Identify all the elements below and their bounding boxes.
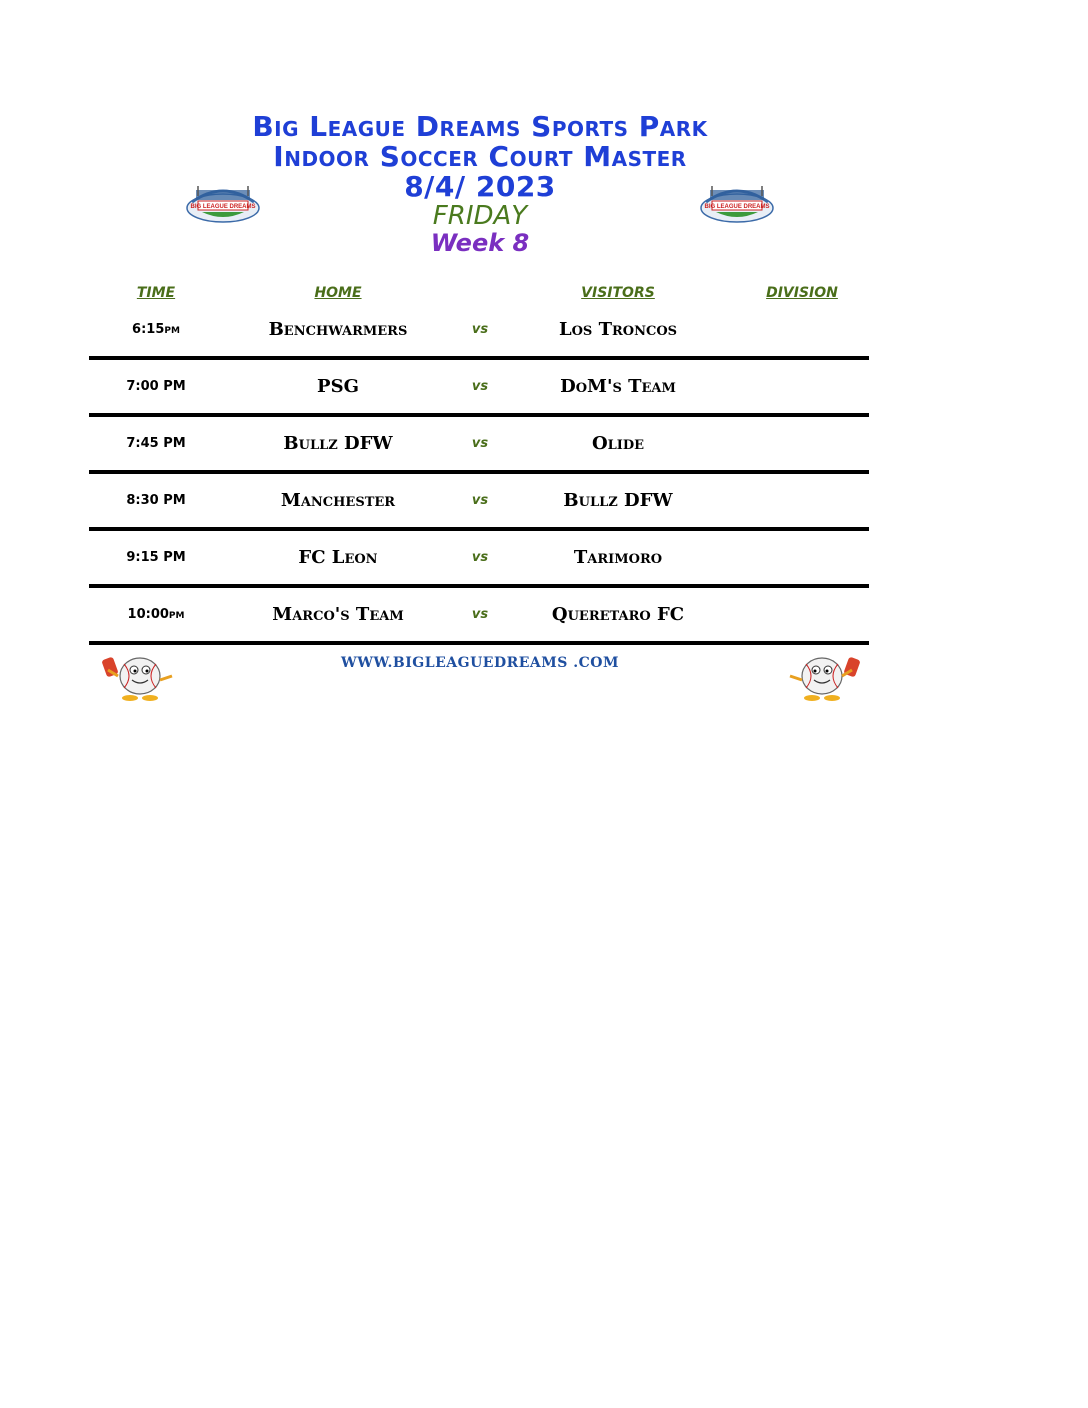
column-header-home: HOME bbox=[314, 285, 362, 301]
game-row bbox=[89, 303, 869, 360]
division bbox=[742, 417, 862, 470]
website-link[interactable]: WWW.BIGLEAGUEDREAMS .COM bbox=[341, 655, 619, 671]
visitor-team: DoM's Team bbox=[560, 376, 676, 397]
game-time: 8:30 PM bbox=[126, 493, 186, 508]
baseball-mascot-icon bbox=[780, 648, 868, 706]
home-team: Marco's Team bbox=[272, 604, 404, 625]
division bbox=[742, 360, 862, 413]
game-time: 10:00pm bbox=[127, 607, 185, 622]
visitor-team: Bullz DFW bbox=[563, 490, 673, 511]
visitor-team: Tarimoro bbox=[573, 547, 663, 568]
vs-label: vs bbox=[471, 322, 489, 337]
game-time: 6:15pm bbox=[132, 322, 180, 337]
home-team: Manchester bbox=[280, 490, 396, 511]
game-time: 7:00 PM bbox=[126, 379, 186, 394]
title-line-2: Indoor Soccer Court Master bbox=[273, 140, 687, 173]
schedule-date: 8/4/ 2023 bbox=[404, 170, 556, 203]
game-row bbox=[89, 360, 869, 417]
division bbox=[742, 474, 862, 527]
row-divider bbox=[89, 641, 869, 645]
division bbox=[742, 531, 862, 584]
vs-label: vs bbox=[471, 493, 489, 508]
home-team: Benchwarmers bbox=[268, 319, 408, 340]
stadium-logo-icon bbox=[184, 178, 262, 224]
stadium-logo-icon bbox=[698, 178, 776, 224]
column-header-time: TIME bbox=[136, 285, 176, 301]
game-row bbox=[89, 474, 869, 531]
schedule-week: Week 8 bbox=[430, 229, 530, 257]
game-row bbox=[89, 417, 869, 474]
stadium-logo-text: BIG LEAGUE DREAMS bbox=[704, 204, 770, 210]
column-header-visitors: VISITORS bbox=[581, 285, 655, 301]
visitor-team: Queretaro FC bbox=[551, 604, 685, 625]
vs-label: vs bbox=[471, 436, 489, 451]
baseball-mascot-icon bbox=[94, 648, 182, 706]
home-team: PSG bbox=[317, 376, 359, 397]
stadium-logo-text: BIG LEAGUE DREAMS bbox=[190, 204, 256, 210]
game-time: 9:15 PM bbox=[126, 550, 186, 565]
title-line-1: Big League Dreams Sports Park bbox=[252, 110, 708, 143]
game-row bbox=[89, 531, 869, 588]
home-team: FC Leon bbox=[298, 547, 378, 568]
visitor-team: Los Troncos bbox=[558, 319, 678, 340]
vs-label: vs bbox=[471, 607, 489, 622]
game-time: 7:45 PM bbox=[126, 436, 186, 451]
visitor-team: Olide bbox=[591, 433, 645, 454]
column-header-division: DIVISION bbox=[766, 285, 838, 301]
home-team: Bullz DFW bbox=[283, 433, 393, 454]
vs-label: vs bbox=[471, 379, 489, 394]
schedule-day: FRIDAY bbox=[432, 201, 528, 231]
division bbox=[742, 588, 862, 641]
game-row bbox=[89, 588, 869, 645]
schedule-header bbox=[0, 112, 960, 256]
division bbox=[742, 303, 862, 356]
vs-label: vs bbox=[471, 550, 489, 565]
